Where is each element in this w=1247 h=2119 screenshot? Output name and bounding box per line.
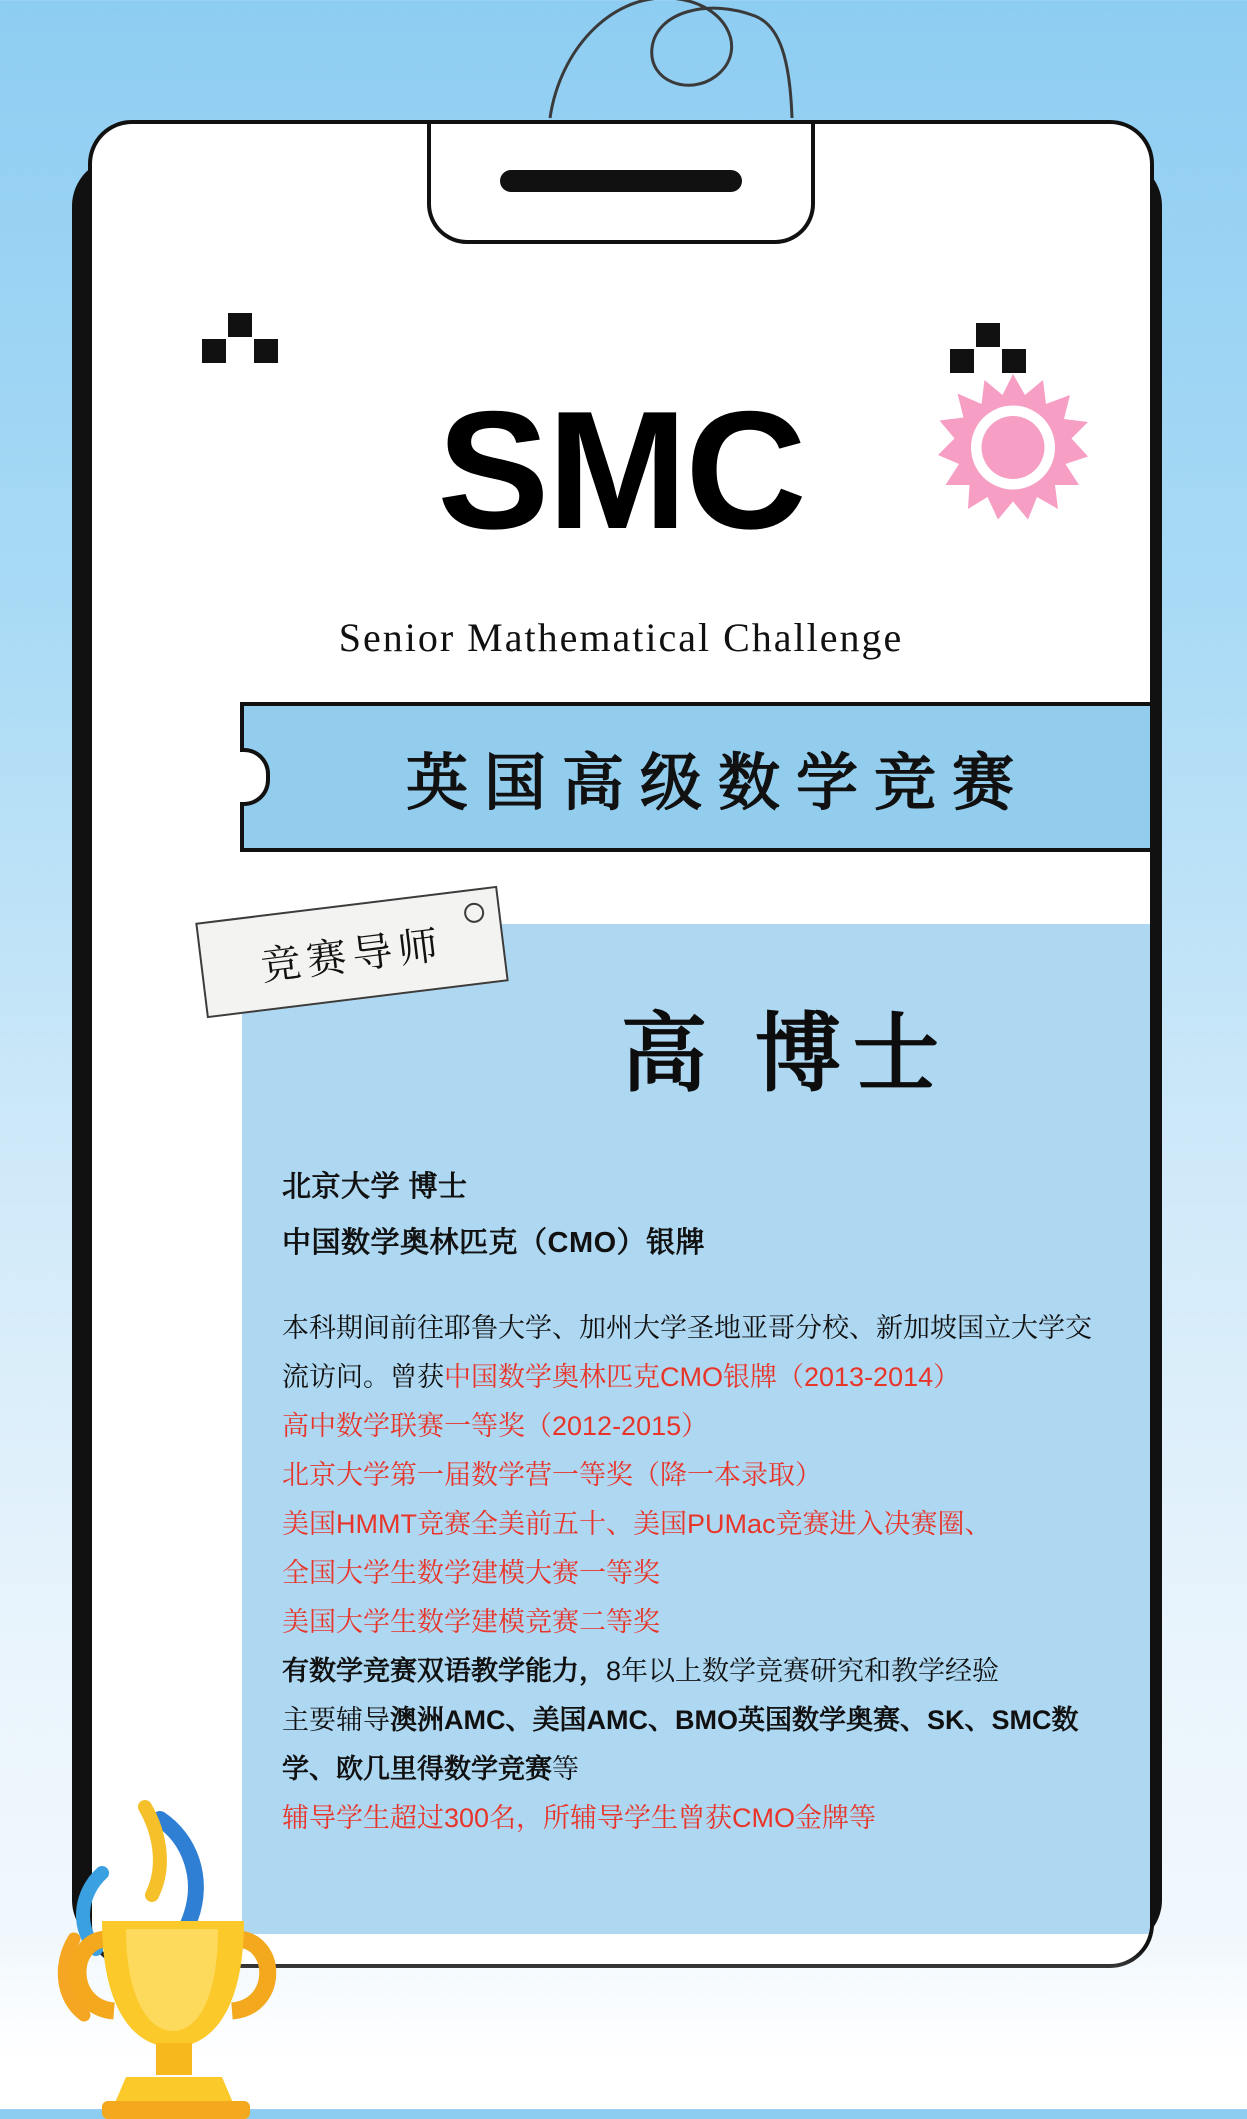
teacher-name: 高 博士 bbox=[621, 1006, 951, 1102]
bio-line-highlight: 美国大学生数学建模竞赛二等奖 bbox=[282, 1607, 660, 1637]
pixel-corner-icon-left bbox=[202, 309, 292, 369]
bio-line-bold: 澳洲AMC、美国AMC、BMO英国数学奥赛、SK、SMC数 bbox=[390, 1705, 1079, 1735]
bio-line-highlight: 辅导学生超过300名，所辅导学生曾获CMO金牌等 bbox=[282, 1803, 877, 1833]
bio-line-highlight: 全国大学生数学建模大赛一等奖 bbox=[282, 1558, 660, 1588]
biography bbox=[282, 1304, 1144, 1843]
credential-item: 北京大学 博士 bbox=[282, 1171, 468, 1203]
ribbon-notch-right bbox=[1150, 748, 1154, 806]
bio-line: 8年以上数学竞赛研究和教学经验 bbox=[606, 1656, 1000, 1686]
badge-card bbox=[88, 120, 1154, 1968]
bio-line-highlight: 中国数学奥林匹克CMO银牌（2013-2014） bbox=[444, 1362, 961, 1392]
bio-line-bold: 有数学竞赛双语教学能力， bbox=[282, 1656, 606, 1686]
trophy-icon bbox=[40, 1789, 340, 2119]
bio-line: 本科期间前往耶鲁大学、加州大学圣地亚哥分校、新加坡国立大学交 bbox=[282, 1313, 1092, 1343]
page-subtitle: Senior Mathematical Challenge bbox=[338, 615, 904, 660]
bio-line-bold: 学、欧几里得数学竞赛 bbox=[282, 1754, 552, 1784]
ribbon-label: 英国高级数学竞赛 bbox=[405, 748, 1030, 818]
bio-line-highlight: 北京大学第一届数学营一等奖（降一本录取） bbox=[282, 1460, 822, 1490]
notch-slot bbox=[500, 170, 742, 192]
page-title: SMC bbox=[437, 376, 805, 564]
bio-line-highlight: 高中数学联赛一等奖（2012-2015） bbox=[282, 1411, 709, 1441]
bio-line: 等 bbox=[552, 1754, 579, 1784]
card-notch bbox=[427, 120, 815, 244]
bio-line: 主要辅导 bbox=[282, 1705, 390, 1735]
credential-item: 中国数学奥林匹克（CMO）银牌 bbox=[282, 1227, 706, 1259]
lanyard-icon bbox=[540, 0, 800, 120]
profile-panel bbox=[242, 924, 1154, 1934]
bio-line-highlight: 美国HMMT竞赛全美前五十、美国PUMac竞赛进入决赛圈、 bbox=[282, 1509, 992, 1539]
pixel-corner-icon-right bbox=[950, 319, 1040, 379]
tag-hole-icon bbox=[463, 902, 485, 924]
bio-line: 流访问。曾获 bbox=[282, 1362, 444, 1392]
mentor-tag-label: 竞赛导师 bbox=[258, 922, 447, 989]
ribbon-banner bbox=[240, 702, 1154, 852]
ribbon-notch-left bbox=[240, 748, 270, 806]
